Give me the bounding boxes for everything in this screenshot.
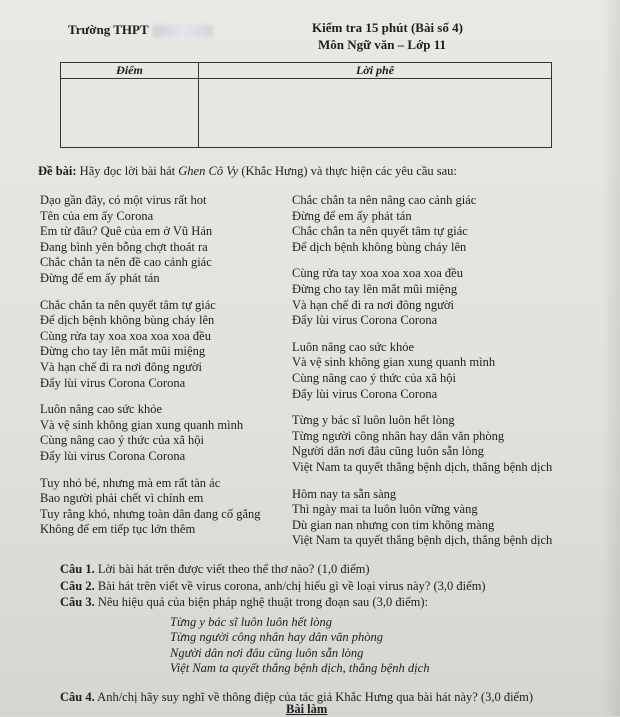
assignment-text-after: (Khắc Hưng) và thực hiện các yêu cầu sau: <box>238 164 457 178</box>
lyric-line: Dù gian nan nhưng con tim không màng <box>292 517 495 532</box>
lyric-line: Và vệ sinh không gian xung quanh mình <box>40 417 244 432</box>
lyric-line: Và hạn chế đi ra nơi đông người <box>40 359 202 374</box>
lyric-line: Hôm nay ta sẵn sàng <box>292 486 397 501</box>
score-cell <box>61 79 199 148</box>
lyric-line: Tuy rằng khó, nhưng toàn dân đang cố gắng <box>40 506 261 521</box>
comment-cell <box>199 79 552 148</box>
lyric-line: Chắc chắn ta nên quyết tâm tự giác <box>40 297 216 312</box>
lyric-line: Cùng nâng cao ý thức của xã hội <box>40 433 205 448</box>
quote-line: Từng người công nhân hay dân văn phòng <box>170 630 384 644</box>
lyric-line: Từng y bác sĩ luôn luôn hết lòng <box>292 413 455 428</box>
lyric-line: Từng người công nhân hay dân văn phòng <box>292 428 505 443</box>
quote-line: Từng y bác sĩ luôn luôn hết lòng <box>170 614 333 629</box>
page-shadow <box>602 0 620 716</box>
question-3-label: Câu 3. <box>60 595 95 609</box>
assignment-text-before: Hãy đọc lời bài hát <box>76 164 179 178</box>
exam-subject: Môn Ngữ văn – Lớp 11 <box>318 37 447 52</box>
question-3-text: Nêu hiệu quả của biện pháp nghệ thuật trong đoạn sau (3,0 điểm): <box>94 595 428 609</box>
lyric-line: Bao người phải chết vì chính em <box>40 491 204 506</box>
lyric-line: Em từ đâu? Quê của em ở Vũ Hán <box>40 224 213 239</box>
lyric-line: Đẩy lùi virus Corona Corona <box>40 448 186 463</box>
lyric-line: Luôn nâng cao sức khỏe <box>40 402 163 417</box>
question-4 <box>60 689 600 706</box>
question-2 <box>60 578 600 595</box>
lyric-line: Đang bình yên bỗng chợt thoát ra <box>40 239 208 254</box>
questions <box>60 561 600 705</box>
question-3 <box>60 594 600 611</box>
exam-title: Kiểm tra 15 phút (Bài số 4) <box>312 20 463 35</box>
lyric-line: Đừng để em ấy phát tán <box>40 270 160 285</box>
lyric-line: Cùng rửa tay xoa xoa xoa xoa đều <box>40 328 211 343</box>
song-title: Ghen Cô Vy <box>178 164 239 178</box>
lyric-line: Việt Nam ta quyết thắng bệnh dịch, thắng bệnh dịch <box>292 533 553 548</box>
lyric-line: Và vệ sinh không gian xung quanh mình <box>292 355 496 370</box>
answer-section-label: Bài làm <box>286 702 328 716</box>
quote-line: Việt Nam ta quyết thắng bệnh dịch, thắng bệnh dịch <box>170 661 430 675</box>
right-stanza <box>292 340 552 402</box>
question-2-label: Câu 2. <box>60 578 95 593</box>
question-2-text: Bài hát trên viết về virus corona, anh/chị hiểu gì về loại virus này? (3,0 điểm) <box>94 578 486 593</box>
quote-line: Người dân nơi đâu cũng luôn sẵn lòng <box>170 645 364 660</box>
lyric-line: Chắc chắn ta nên quyết tâm tự giác <box>292 224 468 239</box>
question-1-label: Câu 1. <box>60 562 95 576</box>
assignment-label: Đề bài: <box>38 164 77 178</box>
lyric-line: Đẩy lùi virus Corona Corona <box>292 386 438 401</box>
lyric-line: Đừng cho tay lên mắt mũi miệng <box>292 281 458 296</box>
lyric-line: Thì ngày mai ta luôn luôn vững vàng <box>292 502 478 517</box>
assignment-prompt <box>38 164 457 179</box>
school-label: Trường THPT <box>68 22 149 37</box>
question-1 <box>60 561 600 578</box>
lyric-line: Chắc chắn ta nên đề cao cảnh giác <box>40 255 212 270</box>
lyric-line: Tên của em ấy Corona <box>40 208 154 223</box>
lyric-line: Để dịch bệnh không bùng cháy lên <box>292 239 467 254</box>
right-stanza <box>292 193 552 255</box>
lyric-line: Việt Nam ta quyết thắng bệnh dịch, thắng bệnh dịch <box>292 459 553 474</box>
lyric-line: Luôn nâng cao sức khỏe <box>292 339 415 354</box>
lyric-line: Cùng nâng cao ý thức của xã hội <box>292 370 457 385</box>
grade-table <box>60 62 552 148</box>
right-stanza <box>292 413 552 475</box>
lyric-line: Để dịch bệnh không bùng cháy lên <box>40 313 215 328</box>
left-stanza <box>40 193 261 287</box>
right-stanza <box>292 266 552 328</box>
lyric-line: Đẩy lùi virus Corona Corona <box>40 375 186 390</box>
lyric-line: Dạo gần đây, có một virus rất hot <box>40 193 207 207</box>
lyric-line: Đẩy lùi virus Corona Corona <box>292 313 438 328</box>
lyric-line: Đừng cho tay lên mắt mũi miệng <box>40 344 206 359</box>
lyric-line: Người dân nơi đâu cũng luôn sẵn lòng <box>292 444 484 459</box>
lyric-line: Tuy nhỏ bé, nhưng mà em rất tàn ác <box>40 475 221 490</box>
school-name <box>68 22 213 38</box>
lyric-line: Đừng để em ấy phát tán <box>292 208 412 223</box>
redacted-school-name <box>153 25 213 37</box>
question-4-label: Câu 4. <box>60 689 95 704</box>
score-header: Điểm <box>61 63 199 79</box>
lyric-line: Cùng rửa tay xoa xoa xoa xoa đều <box>292 266 463 281</box>
left-stanza <box>40 298 261 392</box>
lyrics-left-column <box>40 193 261 549</box>
question-1-text: Lời bài hát trên được viết theo thể thơ nào? (1,0 điểm) <box>94 562 370 576</box>
lyric-line: Không để em tiếp tục lớn thêm <box>40 522 196 537</box>
left-stanza <box>40 402 261 464</box>
right-stanza <box>292 487 552 549</box>
comment-header: Lời phê <box>199 63 552 79</box>
question-4-text: Anh/chị hãy suy nghĩ về thông điệp của tác giả Khắc Hưng qua bài hát này? (3,0 điểm) <box>94 689 533 704</box>
lyric-line: Chắc chắn ta nên nâng cao cảnh giác <box>292 193 477 207</box>
question-3-quote <box>60 615 600 677</box>
lyrics-right-column <box>292 193 552 560</box>
left-stanza <box>40 476 261 538</box>
lyric-line: Và hạn chế đi ra nơi đông người <box>292 297 454 312</box>
